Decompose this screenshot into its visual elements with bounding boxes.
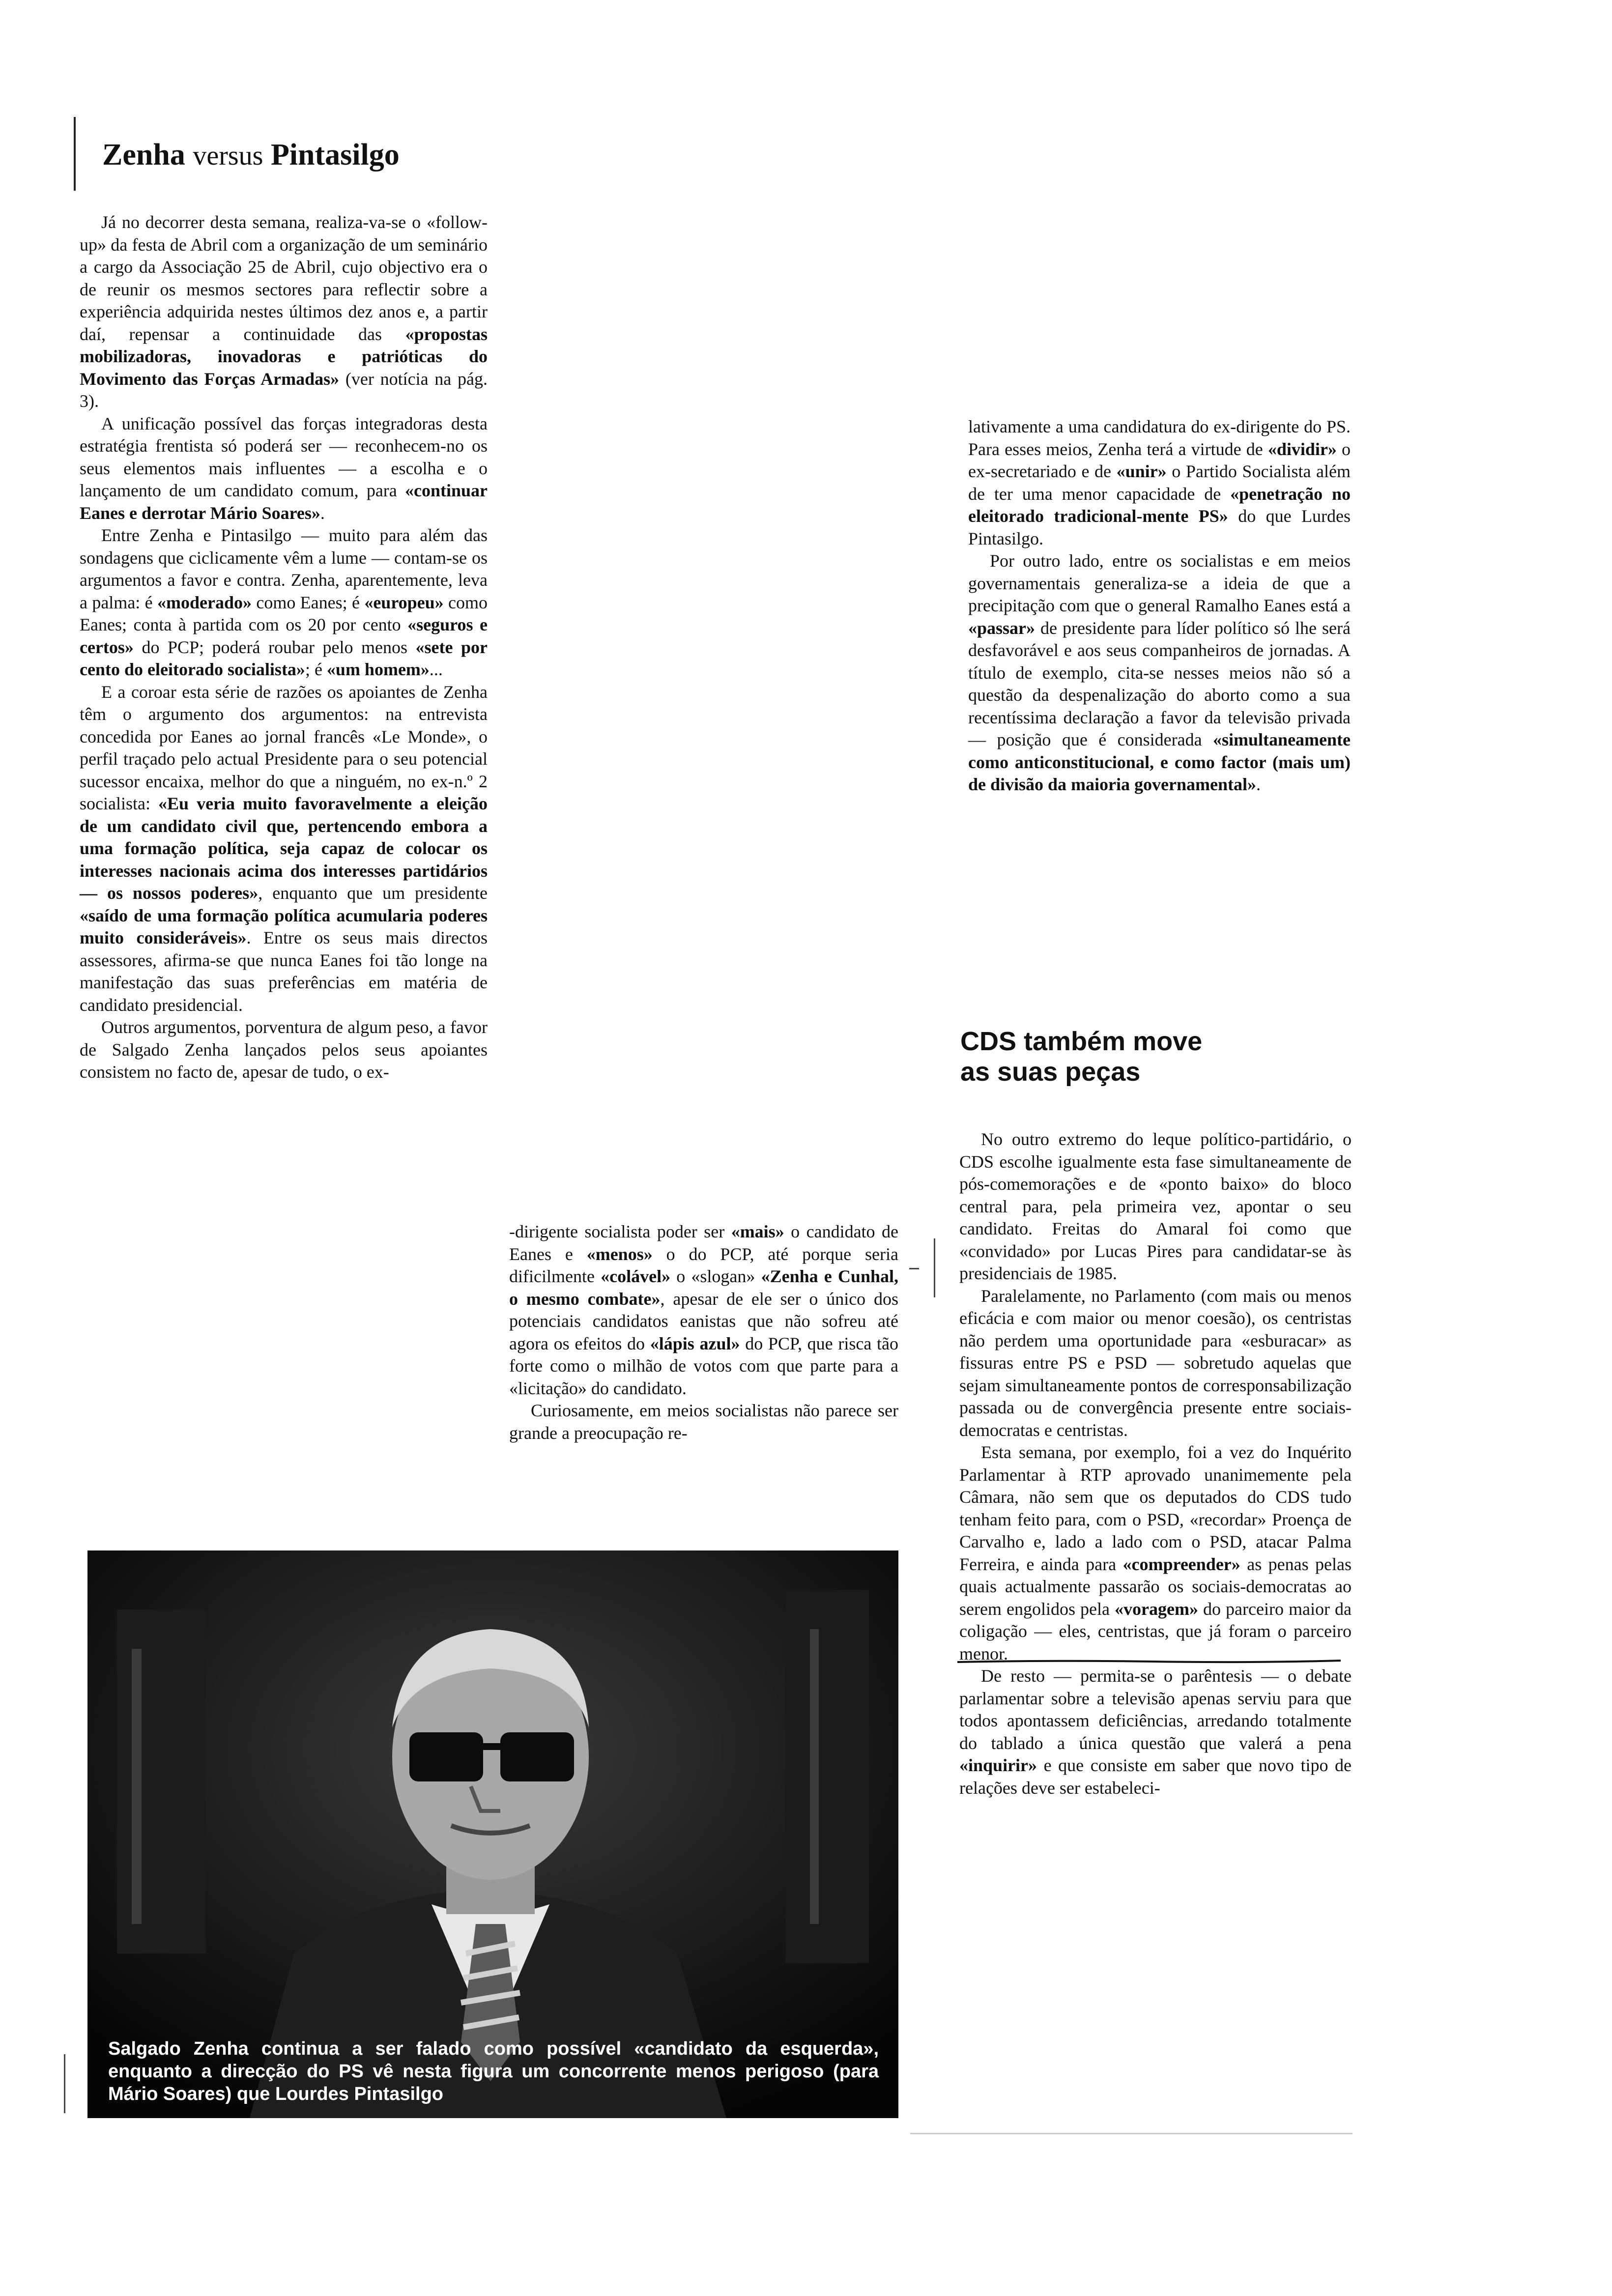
bold-text: «unir» (1116, 461, 1167, 481)
text: . (1256, 775, 1261, 794)
text: como Eanes; é (251, 592, 365, 612)
bold-text: «propostas mobilizadoras, inovadoras e patrióticas do Movimento das Forças Armadas» (80, 324, 488, 389)
photo-caption: Salgado Zenha continua a ser falado como possível «candidato da esquerda», enquanto a direcção do PS vê nesta figura um concorrente menos perigoso (para Mário Soares) que Lourdes Pintasilgo (108, 2038, 879, 2104)
section-subheading (960, 1026, 1304, 1087)
text: , enquanto que um presidente (258, 883, 488, 903)
paragraph (509, 1400, 898, 1444)
text: . Entre os seus mais directos assessores, afirma-se que nunca Eanes foi tão longe na manifestação das suas preferências em matéria de candidato presidencial. (80, 928, 488, 1015)
text: Já no decorrer desta semana, realiza-va-se o «follow-up» da festa de Abril com a organização de um seminário a cargo da Associação 25 de Abril, cujo objectivo era o de reunir os mesmos sectores para reflectir sobre a experiência adquirida nestes últimos dez anos e, a partir daí, repensar a continuidade das (80, 212, 488, 344)
bold-text: «saído de uma formação política acumularia poderes muito consideráveis» (80, 905, 488, 947)
paragraph (80, 524, 488, 681)
bold-text: «passar» (968, 618, 1036, 638)
text: o candidato de Eanes e (509, 1222, 898, 1264)
bold-text: «sete por cento do eleitorado socialista» (80, 637, 488, 679)
text: do PCP, que risca tão forte como o milhão de votos com que parte para a «licitação» do candidato. (509, 1333, 898, 1398)
text: -dirigente socialista poder ser (509, 1222, 731, 1241)
text: e que consiste em saber que novo tipo de relações deve ser estabeleci- (959, 1755, 1352, 1798)
paragraph (968, 550, 1351, 796)
bold-text: «Zenha e Cunhal, o mesmo combate» (509, 1266, 898, 1309)
paragraph (968, 416, 1351, 550)
bold-text: «colável» (601, 1266, 671, 1286)
portrait-illustration (87, 1550, 898, 2118)
text: E a coroar esta série de razões os apoiantes de Zenha têm o argumento dos argumentos: na entrevista concedida por Eanes ao jornal francês «Le Monde», o perfil traçado pelo actual Presidente para o seu potencial sucessor encaixa, melhor do que a ninguém, no ex-n.º 2 socialista: (80, 682, 488, 813)
headline-word-3: Pintasilgo (270, 138, 400, 172)
paragraph (959, 1665, 1352, 1799)
bold-text: «inquirir» (959, 1755, 1037, 1775)
text: o do PCP, até porque seria dificilmente (509, 1244, 898, 1286)
text: o «slogan» (670, 1266, 761, 1286)
bold-text: «moderado» (157, 592, 252, 612)
paragraph (80, 1016, 488, 1084)
text: lativamente a uma candidatura do ex-dirigente do PS. Para esses meios, Zenha terá a virtude de (968, 417, 1351, 459)
article-column-2 (509, 1221, 898, 1444)
scan-line (910, 2133, 1353, 2134)
bold-text: «mais» (731, 1222, 784, 1241)
text: Por outro lado, entre os socialistas e em meios governamentais generaliza-se a ideia de que a precipitação com que o general Ramalho Eanes está a (968, 551, 1351, 615)
handwritten-underline (957, 1659, 1341, 1664)
text: Paralelamente, no Parlamento (com mais ou menos eficácia e com maior ou menor coesão), os centristas não perdem uma oportunidade para «esburacar» as fissuras entre PS e PSD — sobretudo aquelas que sejam simultaneamente pontos de corresponsabilização passada ou de convergência presente entre sociais-democratas e centristas. (959, 1286, 1352, 1440)
text: Curiosamente, em meios socialistas não parece ser grande a preocupação re- (509, 1401, 898, 1443)
text: (ver notícia na pág. 3). (80, 369, 488, 411)
text: o Partido Socialista além de ter uma menor capacidade de (968, 461, 1351, 504)
text: . (320, 503, 325, 523)
paragraph (80, 211, 488, 413)
text: do que Lurdes Pintasilgo. (968, 506, 1351, 548)
headline-word-2: versus (193, 141, 263, 171)
text: como Eanes; conta à partida com os 20 por cento (80, 592, 488, 634)
bold-text: «menos» (586, 1244, 653, 1264)
scan-mark (909, 1268, 919, 1269)
text: No outro extremo do leque político-partidário, o CDS escolhe igualmente esta fase simultaneamente de pós-comemorações e de «ponto baixo» do bloco central para, pela primeira vez, apontar o seu candidato. Freitas do Amaral foi como que «convidado» por Lucas Pires para candidatar-se às presidenciais de 1985. (959, 1129, 1352, 1283)
paragraph (80, 413, 488, 525)
text: , apesar de ele ser o único dos potenciais candidatos eanistas que não sofreu até agora os efeitos do (509, 1289, 898, 1353)
bold-text: «Eu veria muito favoravelmente a eleição de um candidato civil que, pertencendo embora a uma formação política, seja capaz de colocar os interesses nacionais acima dos interesses partidários — os nossos poderes» (80, 794, 488, 903)
bold-text: «europeu» (364, 592, 444, 612)
text: as penas pelas quais actualmente passarão os sociais-democratas ao serem engolidos pela (959, 1554, 1352, 1619)
text: Entre Zenha e Pintasilgo — muito para além das sondagens que ciclicamente vêm a lume — contam-se os argumentos a favor e contra. Zenha, aparentemente, leva a palma: é (80, 525, 488, 612)
paragraph (80, 681, 488, 1017)
text: do parceiro maior da coligação — eles, centristas, que já foram o parceiro menor. (959, 1599, 1352, 1664)
subheading-line-2: as suas peças (960, 1057, 1141, 1087)
text: A unificação possível das forças integradoras desta estratégia frentista só poderá ser — reconhecem-no os seus elementos mais influentes — a escolha e o lançamento de um candidato comum, para (80, 413, 488, 500)
subheading-line-1: CDS também move (960, 1027, 1203, 1056)
bold-text: «penetração no eleitorado tradicional-mente PS» (968, 484, 1351, 526)
bold-text: «um homem» (326, 660, 430, 679)
text: de presidente para líder político só lhe será desfavorável e aos seus companheiros de jornadas. A título de exemplo, cita-se nesses meios não só a questão da despenalização do aborto como a sua recentíssima declaração a favor da televisão privada — posição que é considerada (968, 618, 1351, 749)
page-headline (102, 140, 400, 170)
bold-text: «simultaneamente como anticonstitucional, e como factor (mais um) de divisão da maioria governamental» (968, 730, 1351, 794)
article-column-3 (968, 416, 1351, 796)
article-column-4 (959, 1128, 1352, 1799)
text: Outros argumentos, porventura de algum peso, a favor de Salgado Zenha lançados pelos seus apoiantes consistem no facto de, apesar de tudo, o ex- (80, 1017, 488, 1082)
text: De resto — permita-se o parêntesis — o debate parlamentar sobre a televisão apenas serviu para que todos apontassem deficiências, arredando totalmente do tablado a única questão que valerá a pena (959, 1666, 1352, 1753)
headline-word-1: Zenha (102, 138, 185, 172)
text: o ex-secretariado e de (968, 439, 1351, 481)
text: ; é (305, 660, 327, 679)
portrait-photo (87, 1550, 898, 2118)
text: ... (429, 660, 443, 679)
scan-mark (64, 2054, 65, 2113)
scan-mark (934, 1238, 935, 1297)
bold-text: «compreender» (1123, 1554, 1240, 1574)
article-column-1 (80, 211, 488, 1084)
text: Esta semana, por exemplo, foi a vez do Inquérito Parlamentar à RTP aprovado unanimemente pela Câmara, não sem que os deputados do CDS tudo tenham feito para, com o PSD, «recordar» Proença de Carvalho e, lado a lado com o PSD, atacar Palma Ferreira, e ainda para (959, 1442, 1352, 1574)
paragraph (959, 1128, 1352, 1285)
bold-text: «lápis azul» (650, 1333, 740, 1353)
bold-text: «continuar Eanes e derrotar Mário Soares» (80, 481, 488, 523)
text: do PCP; poderá roubar pelo menos (133, 637, 416, 657)
paragraph (509, 1221, 898, 1400)
paragraph (959, 1441, 1352, 1665)
margin-rule (74, 117, 76, 191)
bold-text: «seguros e certos» (80, 615, 488, 657)
paragraph (959, 1285, 1352, 1442)
bold-text: «voragem» (1115, 1599, 1198, 1619)
bold-text: «dividir» (1267, 439, 1337, 459)
